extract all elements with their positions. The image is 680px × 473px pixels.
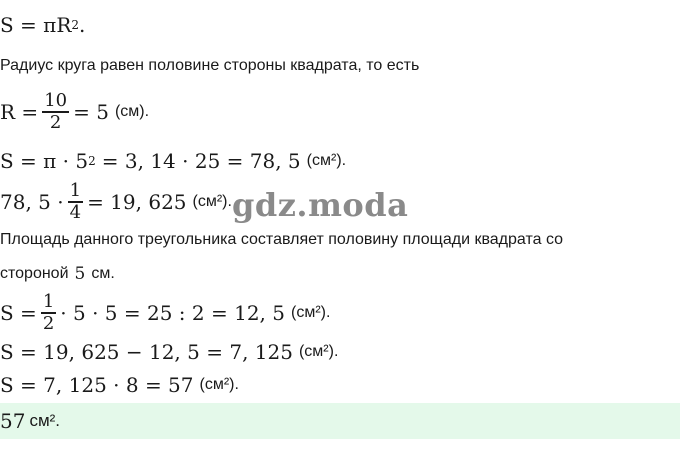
formula-text: S = πR [0,13,72,37]
fraction-denominator: 2 [49,111,62,133]
formula-rhs: · 5 · 5 = 25 : 2 = 12, 5 [60,301,285,325]
formula-quarter-circle [0,178,232,226]
unit-label: (см²). [192,193,232,210]
formula-text: S = 7, 125 · 8 = 57 [0,373,194,397]
fraction [42,91,69,132]
unit-label: (см²). [199,376,239,393]
fraction-denominator: 4 [69,201,82,223]
unit-label: (см²). [306,152,347,169]
text-side-length [0,262,115,286]
formula-radius [0,88,149,136]
formula-rest: = 3, 14 · 25 = 78, 5 [101,149,301,173]
formula-area-circle [0,10,85,40]
answer-value: 57 [0,409,26,433]
fraction-numerator: 10 [44,90,68,112]
fraction-denominator: 2 [42,312,55,334]
text-post: см. [91,265,115,282]
fraction [68,181,83,222]
formula-tail: . [79,13,86,37]
formula-total-area [0,371,239,399]
fraction-numerator: 1 [69,180,82,202]
watermark-logo: gdz.moda [232,186,409,224]
answer-unit: см². [29,411,61,430]
math-value: 5 [74,264,86,284]
unit-label: (см²). [298,343,339,360]
formula-rhs: = 19, 625 [87,190,187,214]
formula-lhs: R = [0,100,39,124]
unit-label: (см). [114,103,150,120]
formula-segment-area [0,338,338,366]
formula-lhs: 78, 5 · [0,190,64,214]
answer-box [0,403,680,439]
exponent: 2 [71,18,80,32]
fraction [41,292,56,333]
formula-circle-area [0,147,346,175]
formula-text: S = 19, 625 − 12, 5 = 7, 125 [0,340,293,364]
formula-lhs: S = [0,301,37,325]
formula-triangle-area [0,289,330,337]
text-pre: стороной [0,265,69,282]
formula-text: S = π · 5 [0,149,89,173]
fraction-numerator: 1 [42,291,55,313]
exponent: 2 [88,154,96,168]
text-triangle-statement: Площадь данного треугольника составляет половину площади квадрата со [0,231,564,248]
text-radius-statement: Радиус круга равен половине стороны квадрата, то есть [0,57,420,74]
unit-label: (см²). [290,304,331,321]
formula-rhs: = 5 [73,100,109,124]
